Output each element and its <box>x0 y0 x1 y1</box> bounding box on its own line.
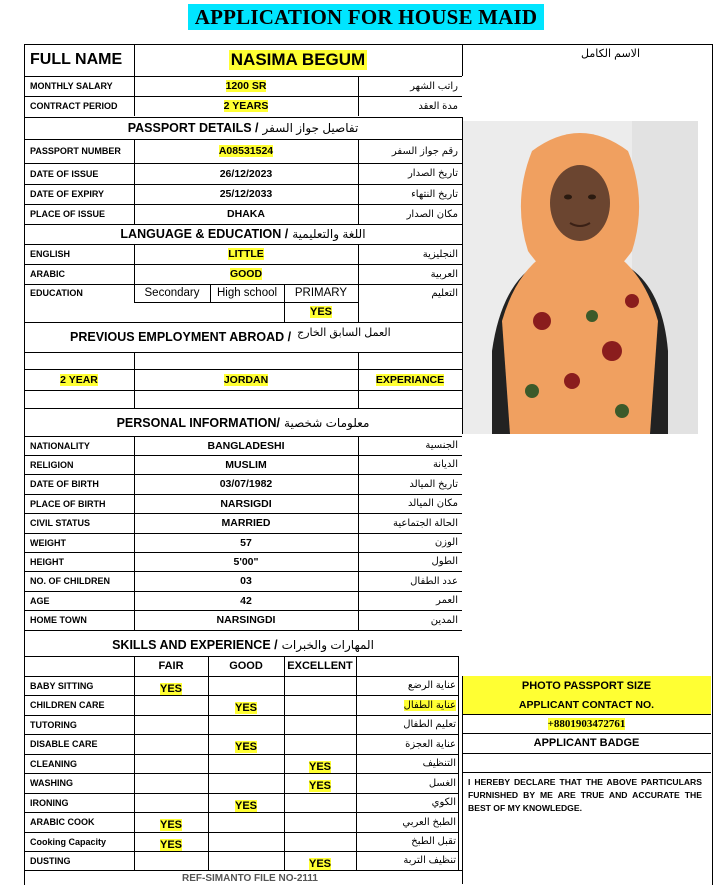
declaration-text: I HEREBY DECLARE THAT THE ABOVE PARTICULARS FURNISHED BY ME ARE TRUE AND ACCURATE THE BEST OF MY KNOWLEDGE. <box>468 777 702 813</box>
civil-status-label: CIVIL STATUS <box>30 518 91 528</box>
skill-children-care-label: CHILDREN CARE <box>30 700 105 710</box>
age-value: 42 <box>240 594 252 607</box>
date-of-expiry-value: 25/12/2033 <box>219 188 273 200</box>
passport-section-header: PASSPORT DETAILS / تفاصيل جواز السفر <box>127 121 359 135</box>
skill-baby-sitting-label: BABY SITTING <box>30 680 94 691</box>
skill-washing-label: WASHING <box>30 778 74 788</box>
religion-label: RELIGION <box>30 459 74 470</box>
arabic-label: ARABIC <box>30 269 65 279</box>
skill-level-good: GOOD <box>229 660 263 672</box>
civil-status-arabic: الحالة الجتماعية <box>393 517 458 529</box>
english-label: ENGLISH <box>30 249 71 259</box>
date-of-issue-arabic: تاريخ الصدار <box>407 168 458 179</box>
contact-label: APPLICANT CONTACT NO. <box>518 699 655 711</box>
contract-period-value: 2 YEARS <box>223 100 269 112</box>
skill-arabic-cook-arabic: الطبخ العربي <box>402 816 456 828</box>
skill-tutoring-arabic: تعليم الطفال <box>403 719 456 730</box>
place-of-issue-label: PLACE OF ISSUE <box>30 209 106 219</box>
skill-washing-arabic: الغسل <box>428 777 456 789</box>
monthly-salary-label: MONTHLY SALARY <box>30 81 113 91</box>
full-name-label: FULL NAME <box>30 51 123 68</box>
skill-washing-mark: YES <box>308 780 331 792</box>
footer-reference: REF-SIMANTO FILE NO-2111 <box>182 873 318 884</box>
title-banner <box>188 4 544 30</box>
employment-country: JORDAN <box>223 373 269 386</box>
weight-label: WEIGHT <box>30 537 66 548</box>
monthly-salary-arabic: راتب الشهر <box>410 80 458 92</box>
skill-tutoring-label: TUTORING <box>30 719 77 730</box>
education-primary: PRIMARY <box>294 287 348 299</box>
education-label: EDUCATION <box>30 288 83 298</box>
nationality-value: BANGLADESHI <box>207 439 285 452</box>
home-town-arabic: المدين <box>430 614 458 626</box>
date-of-birth-value: 03/07/1982 <box>219 478 273 490</box>
full-name-value: NASIMA BEGUM <box>230 50 366 69</box>
date-of-issue-label: DATE OF ISSUE <box>30 168 99 179</box>
religion-arabic: الديانة <box>432 459 458 470</box>
height-label: HEIGHT <box>30 556 65 567</box>
skill-disable-care-arabic: عناية العجزة <box>405 738 456 750</box>
place-of-birth-label: PLACE OF BIRTH <box>30 498 106 509</box>
skill-dusting-label: DUSTING <box>30 855 71 866</box>
home-town-value: NARSINGDI <box>216 614 276 626</box>
full-name-arabic: الاسم الكامل <box>581 47 640 60</box>
age-arabic: العمر <box>436 595 458 606</box>
religion-value: MUSLIM <box>225 458 267 471</box>
date-of-expiry-label: DATE OF EXPIRY <box>30 189 105 199</box>
no-of-children-arabic: عدد الطفال <box>410 575 458 587</box>
employment-section-header: PREVIOUS EMPLOYMENT ABROAD / العمل السابق الخارج <box>70 326 391 344</box>
skill-children-care-arabic: عناية الطفال <box>403 699 456 711</box>
applicant-badge-label: APPLICANT BADGE <box>533 737 640 749</box>
skill-cooking-capacity-arabic: تقبل الطبخ <box>411 836 456 847</box>
skill-baby-sitting-arabic: عناية الرضع <box>407 680 456 691</box>
education-high-school: High school <box>216 287 278 299</box>
applicant-photo <box>462 121 698 434</box>
height-value: 5'00" <box>233 555 259 568</box>
civil-status-value: MARRIED <box>221 517 271 529</box>
skill-level-fair: FAIR <box>158 660 184 672</box>
language-section-header: LANGUAGE & EDUCATION / اللغة والتعليمية <box>120 227 366 241</box>
skill-disable-care-label: DISABLE CARE <box>30 739 98 749</box>
education-secondary: Secondary <box>144 287 200 299</box>
age-label: AGE <box>30 595 50 606</box>
skill-dusting-mark: YES <box>308 857 331 870</box>
employment-type: EXPERIANCE <box>375 373 445 386</box>
skill-cleaning-label: CLEANING <box>30 758 77 769</box>
skill-baby-sitting-mark: YES <box>159 682 182 695</box>
arabic-value: GOOD <box>229 268 263 280</box>
weight-arabic: الوزن <box>434 537 458 548</box>
person-photo-icon <box>462 121 698 434</box>
skill-dusting-arabic: تنظيف التربة <box>403 855 456 866</box>
passport-number-label: PASSPORT NUMBER <box>30 146 121 156</box>
no-of-children-value: 03 <box>240 575 252 587</box>
skill-cleaning-mark: YES <box>308 760 331 773</box>
skill-ironing-mark: YES <box>234 799 257 812</box>
skill-children-care-mark: YES <box>234 702 257 714</box>
nationality-label: NATIONALITY <box>30 440 90 451</box>
education-selected-mark: YES <box>309 306 332 318</box>
nationality-arabic: الجنسية <box>425 440 458 451</box>
skill-cooking-capacity-mark: YES <box>159 838 182 851</box>
education-arabic: التعليم <box>431 287 458 299</box>
height-arabic: الطول <box>431 556 458 567</box>
monthly-salary-value: 1200 SR <box>225 80 267 92</box>
place-of-birth-value: NARSIGDI <box>220 497 272 510</box>
skill-cooking-capacity-label: Cooking Capacity <box>30 836 107 847</box>
contract-period-label: CONTRACT PERIOD <box>30 101 118 111</box>
date-of-birth-label: DATE OF BIRTH <box>30 479 99 489</box>
skill-arabic-cook-label: ARABIC COOK <box>30 817 95 827</box>
place-of-issue-arabic: مكان الصدار <box>406 208 458 220</box>
date-of-birth-arabic: تاريخ الميالد <box>409 478 458 490</box>
date-of-issue-value: 26/12/2023 <box>219 167 273 180</box>
contact-value: +8801903472761 <box>547 717 626 730</box>
passport-number-value: A08531524 <box>218 145 274 157</box>
personal-section-header: PERSONAL INFORMATION/ معلومات شخصية <box>116 416 370 430</box>
home-town-label: HOME TOWN <box>30 615 87 625</box>
no-of-children-label: NO. OF CHILDREN <box>30 576 110 586</box>
place-of-issue-value: DHAKA <box>227 208 265 220</box>
skills-section-header: SKILLS AND EXPERIENCE / المهارات والخبرات <box>112 638 374 652</box>
skill-level-excellent: EXCELLENT <box>287 660 353 672</box>
weight-value: 57 <box>240 536 252 549</box>
contract-period-arabic: مدة العقد <box>418 100 458 112</box>
english-value: LITTLE <box>228 248 264 260</box>
date-of-expiry-arabic: تاريخ النتهاء <box>411 188 458 200</box>
skill-disable-care-mark: YES <box>234 741 257 753</box>
place-of-birth-arabic: مكان الميالد <box>407 498 458 509</box>
employment-duration: 2 YEAR <box>60 373 98 386</box>
skill-ironing-arabic: الكوي <box>431 797 456 808</box>
skill-ironing-label: IRONING <box>30 797 69 808</box>
english-arabic: النجليزية <box>422 248 458 260</box>
arabic-arabic: العربية <box>430 268 458 280</box>
skill-arabic-cook-mark: YES <box>159 819 182 831</box>
passport-number-arabic: رقم جواز السفر <box>391 145 458 157</box>
page-title: APPLICATION FOR HOUSE MAID <box>194 4 538 29</box>
photo-size-label: PHOTO PASSPORT SIZE <box>521 680 652 692</box>
skill-cleaning-arabic: التنظيف <box>422 758 456 769</box>
